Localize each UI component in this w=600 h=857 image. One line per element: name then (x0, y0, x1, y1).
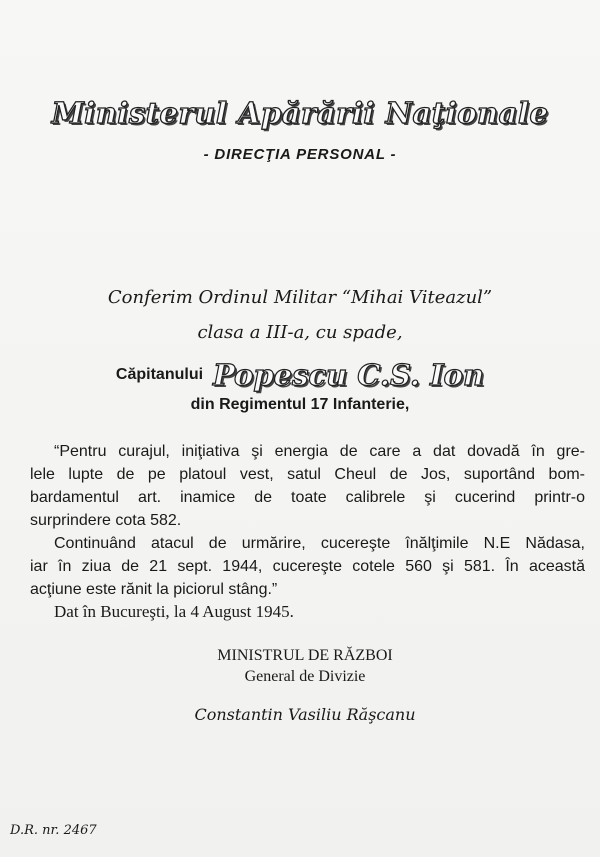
recipient-unit: din Regimentul 17 Infanterie, (190, 396, 410, 413)
recipient-line (0, 358, 600, 392)
citation-line: Continuând atacul de urmărire, cucereşte înălţimile N.E Nădasa, (54, 535, 585, 552)
date-place: Dat în Bucureşti, la 4 August 1945. (54, 602, 294, 621)
citation-text (30, 440, 585, 601)
recipient-name: Popescu C.S. Ion (213, 358, 485, 392)
citation-line: iar în ziua de 21 sept. 1944, cucereşte cotele 560 şi 581. În această (30, 558, 585, 575)
recipient-rank: Căpitanului (115, 366, 204, 383)
department-subtitle: - DIRECŢIA PERSONAL - (203, 146, 397, 163)
ministry-title: Ministerul Apărării Naţionale (51, 96, 549, 130)
registry-number: D.R. nr. 2467 (10, 823, 97, 838)
citation-line: lele lupte de pe platoul vest, satul Cheul de Jos, suportând bom- (30, 466, 585, 483)
citation-line: acţiune este rănit la piciorul stâng.” (30, 581, 278, 598)
signatory-title: MINISTRUL DE RĂZBOI (217, 647, 393, 664)
award-line-1: Conferim Ordinul Militar “Mihai Viteazul” (107, 287, 493, 308)
citation-line: “Pentru curajul, iniţiativa şi energia de care a dat dovadă în gre- (54, 443, 585, 460)
citation-line: surprindere cota 582. (30, 512, 182, 529)
award-line-2: clasa a III-a, cu spade, (197, 322, 403, 343)
signatory-name: Constantin Vasiliu Răşcanu (194, 705, 416, 724)
signatory-rank: General de Divizie (244, 668, 366, 685)
citation-line: bardamentul art. inamice de toate calibrele şi cucerind printr-o (30, 489, 585, 506)
